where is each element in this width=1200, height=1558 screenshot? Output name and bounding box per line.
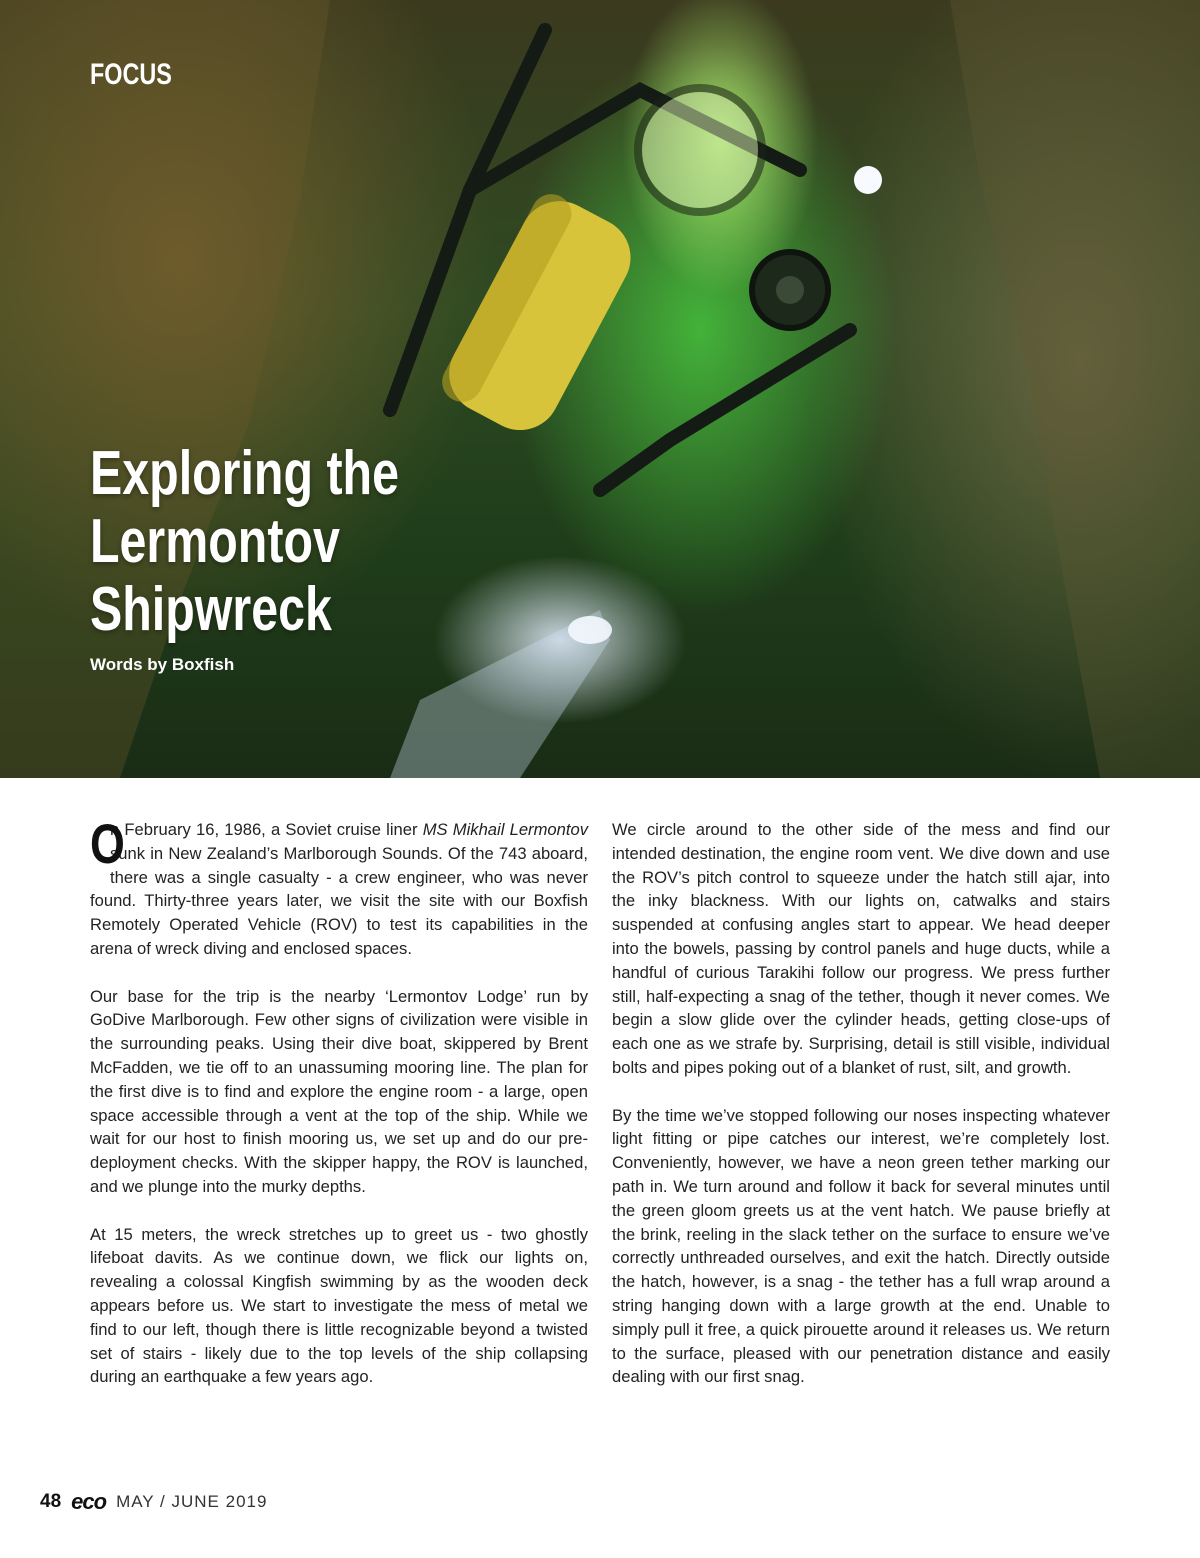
title-line: Shipwreck — [90, 575, 332, 644]
hero-photo — [0, 0, 1200, 778]
ship-name: MS Mikhail Lermontov — [422, 820, 588, 839]
title-line: Exploring the — [90, 439, 399, 508]
issue-date: MAY / JUNE 2019 — [116, 1492, 268, 1511]
section-label: FOCUS — [90, 58, 172, 91]
paragraph — [90, 812, 588, 961]
paragraph-text: sunk in New Zealand’s Marlborough Sounds. Of the 743 aboard, there was a single casualty - a crew engineer, who was never found. Thirty-three years later, we visit the site with our Boxfish Remotely Operated Vehicle (ROV) to test its capabilities in the arena of wreck diving and enclosed spaces. — [90, 843, 588, 958]
drop-cap: O — [90, 812, 125, 875]
paragraph: We circle around to the other side of the mess and find our intended destination, the engine room vent. We dive down and use the ROV’s pitch control to squeeze under the hatch still ajar, into the inky blackness. With our lights on, catwalks and stairs suspended at confusing angles start to appear. We head deeper into the bowels, passing by control panels and huge ducts, while a handful of curious Tarakihi follow our progress. We press further still, half-expecting a snag of the tether, though it never comes. We begin a slow glide over the cylinder heads, getting close-ups of each one as we strafe by. Surprising, detail is still visible, individual bolts and pipes poking out of a blanket of rust, silt, and growth. — [612, 820, 1110, 1077]
byline: Words by Boxfish — [90, 655, 235, 674]
article-column-right — [612, 818, 1110, 1413]
paragraph: Our base for the trip is the nearby ‘Lermontov Lodge’ run by GoDive Marlborough. Few other signs of civilization were visible in the surrounding peaks. Using their dive boat, skippered by Brent McFadden, we tie off to an unassuming mooring line. The plan for the first dive is to find and explore the engine room - a large, open space accessible through a vent at the top of the ship. While we wait for our host to finish mooring us, we set up and do our pre-deployment checks. With the skipper happy, the ROV is launched, and we plunge into the murky depths. — [90, 986, 588, 1196]
paragraph: At 15 meters, the wreck stretches up to greet us - two ghostly lifeboat davits. As we continue down, we flick our lights on, revealing a colossal Kingfish swimming by as the wooden deck appears before us. We start to investigate the mess of metal we find to our left, though there is little recognizable beyond a twisted set of stairs - likely due to the top levels of the ship collapsing during an earthquake a few years ago. — [90, 1224, 588, 1387]
article-title — [90, 440, 399, 644]
page-number: 48 — [40, 1491, 62, 1512]
article-column-left — [90, 812, 588, 1413]
magazine-logo: eco — [71, 1489, 107, 1514]
paragraph-text: n February 16, 1986, a Soviet cruise liner — [110, 820, 423, 839]
page-footer — [40, 1487, 267, 1517]
paragraph: By the time we’ve stopped following our noses inspecting whatever light fitting or pipe catches our interest, we’re completely lost. Conveniently, however, we have a neon green tether marking our path in. We turn around and follow it back for several minutes until the green gloom greets us at the vent hatch. We pause briefly at the brink, reeling in the slack tether on the surface to ensure we’ve correctly unthreaded ourselves, and exit the hatch. Directly outside the hatch, however, is a snag - the tether has a full wrap around a string hanging down with a large growth at the end. Unable to simply pull it free, a quick pirouette around it releases us. We return to the surface, pleased with our penetration distance and easily dealing with our first snag. — [612, 1105, 1110, 1387]
title-line: Lermontov — [90, 507, 340, 576]
